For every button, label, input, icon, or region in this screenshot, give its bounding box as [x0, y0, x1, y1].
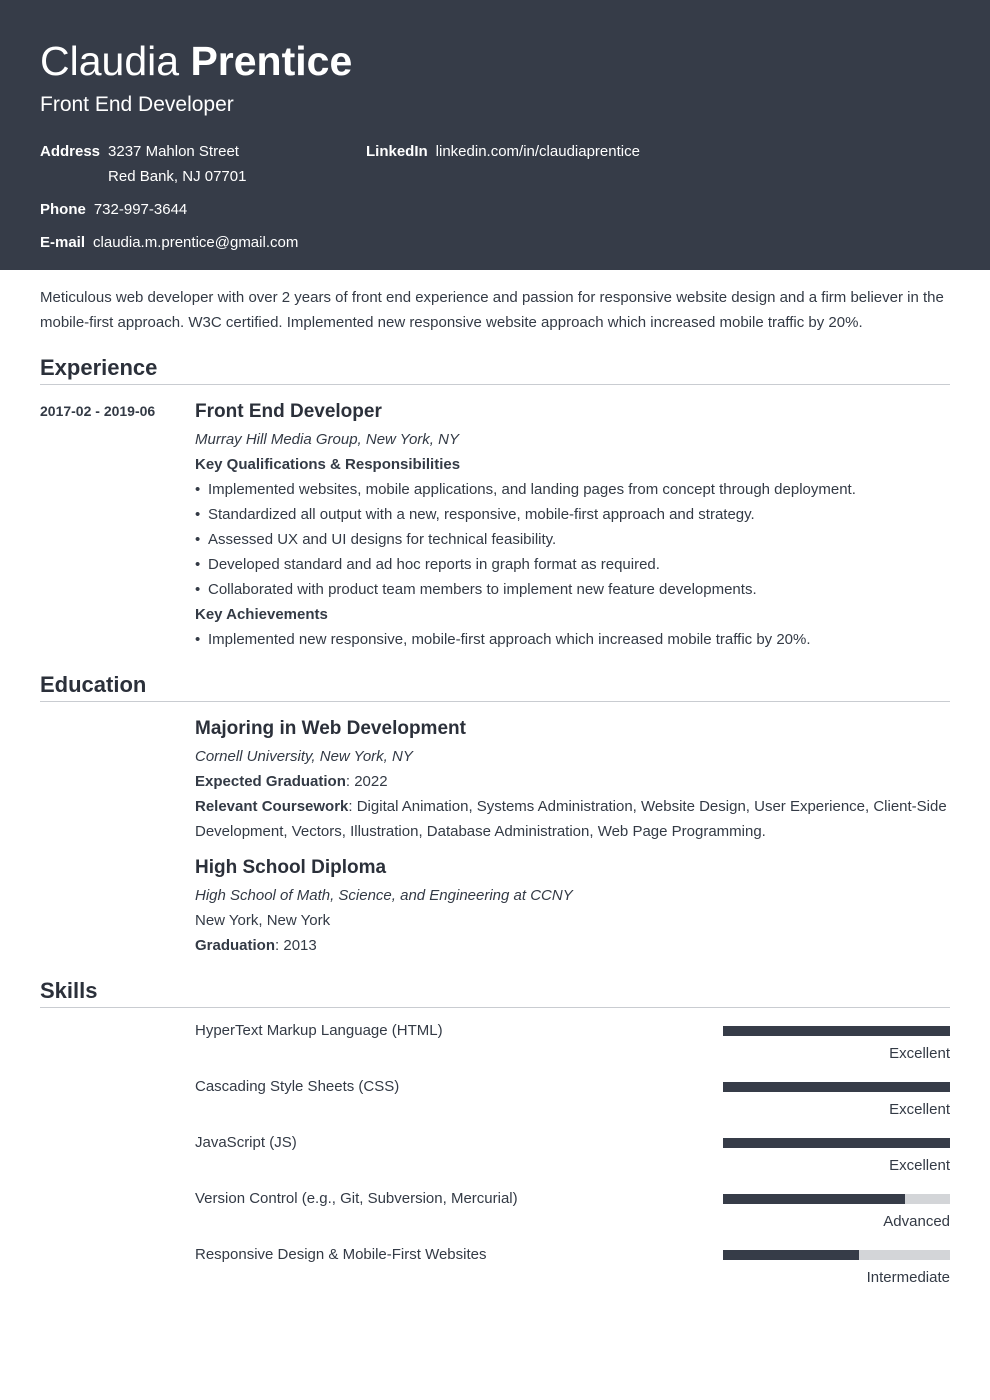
graduation-line [195, 933, 950, 958]
school-location: New York, New York [195, 912, 331, 929]
phone-value: 732-997-3644 [93, 201, 188, 218]
job-title: Front End Developer [195, 401, 382, 422]
experience-heading: Experience [40, 355, 950, 385]
coursework-value: : Digital Animation, Systems Administration, Website Design, User Experience, Client-Side Development, Vectors, Illustration, Database Administration, Web Page Programming. [195, 798, 947, 840]
candidate-name [40, 38, 950, 84]
skills-list [40, 1022, 950, 1288]
degree-title: Majoring in Web Development [195, 718, 466, 739]
coursework-label: Relevant Coursework [195, 798, 349, 815]
education-entry [40, 715, 950, 958]
skill-bar [723, 1250, 950, 1260]
graduation-line [195, 769, 950, 794]
job-title-header: Front End Developer [40, 93, 234, 116]
skill-bar-fill [723, 1026, 950, 1036]
list-item: • Developed standard and ad hoc reports in graph format as required. [195, 552, 950, 577]
phone-label: Phone [40, 201, 86, 218]
skill-item [195, 1134, 950, 1176]
skill-bar [723, 1138, 950, 1148]
school-name: Cornell University, New York, NY [195, 748, 413, 765]
address-label: Address [40, 143, 101, 160]
skill-name: Responsive Design & Mobile-First Websites [195, 1246, 487, 1263]
skill-level: Excellent [889, 1157, 950, 1174]
list-item: • Implemented websites, mobile applications, and landing pages from concept through deployment. [195, 477, 950, 502]
linkedin-label: LinkedIn [366, 143, 428, 160]
contact-address [40, 139, 246, 189]
skill-bar-fill [723, 1138, 950, 1148]
skill-item [195, 1190, 950, 1232]
responsibilities-heading: Key Qualifications & Responsibilities [195, 456, 461, 473]
graduation-value: : 2022 [345, 773, 388, 790]
last-name: Prentice [190, 38, 353, 84]
skill-meter [723, 1246, 950, 1288]
skill-bar [723, 1082, 950, 1092]
resume-body [0, 285, 990, 1288]
skill-bar-fill [723, 1082, 950, 1092]
address-line1: 3237 Mahlon Street [108, 143, 239, 160]
achievements-heading: Key Achievements [195, 606, 328, 623]
education-item [195, 715, 950, 844]
responsibilities-list [195, 477, 950, 602]
achievements-list [195, 627, 950, 652]
education-body [195, 715, 950, 958]
skill-item [195, 1078, 950, 1120]
education-date [40, 715, 195, 958]
skill-bar-fill [723, 1250, 859, 1260]
job-company: Murray Hill Media Group, New York, NY [195, 431, 459, 448]
email-link[interactable]: claudia.m.prentice@gmail.com [93, 234, 299, 251]
first-name: Claudia [40, 38, 180, 84]
skills-heading: Skills [40, 978, 950, 1008]
graduation-value: : 2013 [275, 937, 317, 954]
email-label: E-mail [40, 234, 86, 251]
skill-meter [723, 1078, 950, 1120]
skill-bar [723, 1194, 950, 1204]
skill-bar [723, 1026, 950, 1036]
contact-linkedin [366, 139, 640, 164]
job-body [195, 398, 950, 652]
graduation-label: Expected Graduation [195, 773, 346, 790]
skill-level: Excellent [889, 1101, 950, 1118]
education-heading: Education [40, 672, 950, 702]
coursework-line [195, 794, 950, 844]
graduation-label: Graduation [195, 937, 276, 954]
skill-name: Version Control (e.g., Git, Subversion, Mercurial) [195, 1190, 518, 1207]
resume-header [0, 0, 990, 270]
skill-name: Cascading Style Sheets (CSS) [195, 1078, 400, 1095]
list-item: • Assessed UX and UI designs for technical feasibility. [195, 527, 950, 552]
list-item: • Implemented new responsive, mobile-first approach which increased mobile traffic by 20%. [195, 627, 950, 652]
skill-item [195, 1022, 950, 1064]
job-date: 2017-02 - 2019-06 [40, 403, 156, 419]
school-name: High School of Math, Science, and Engineering at CCNY [195, 887, 573, 904]
skill-level: Intermediate [866, 1269, 950, 1286]
skill-name: HyperText Markup Language (HTML) [195, 1022, 443, 1039]
skill-meter [723, 1190, 950, 1232]
address-line2: Red Bank, NJ 07701 [108, 168, 247, 185]
skill-meter [723, 1022, 950, 1064]
list-item: • Standardized all output with a new, responsive, mobile-first approach and strategy. [195, 502, 950, 527]
skill-meter [723, 1134, 950, 1176]
education-item [195, 854, 950, 958]
skill-name: JavaScript (JS) [195, 1134, 297, 1151]
degree-title: High School Diploma [195, 857, 387, 878]
address-value [108, 139, 246, 189]
skill-item [195, 1246, 950, 1288]
list-item: • Collaborated with product team members to implement new feature developments. [195, 577, 950, 602]
contact-email [40, 230, 298, 255]
linkedin-link[interactable]: linkedin.com/in/claudiaprentice [435, 143, 640, 160]
skill-bar-fill [723, 1194, 905, 1204]
contact-phone [40, 197, 187, 222]
skill-level: Excellent [889, 1045, 950, 1062]
experience-entry [40, 398, 950, 652]
skill-level: Advanced [883, 1213, 950, 1230]
summary-text: Meticulous web developer with over 2 years of front end experience and passion for responsive website design and a firm believer in the mobile-first approach. W3C certified. Implemented new responsive website approach which increased mobile traffic by 20%. [40, 289, 944, 331]
